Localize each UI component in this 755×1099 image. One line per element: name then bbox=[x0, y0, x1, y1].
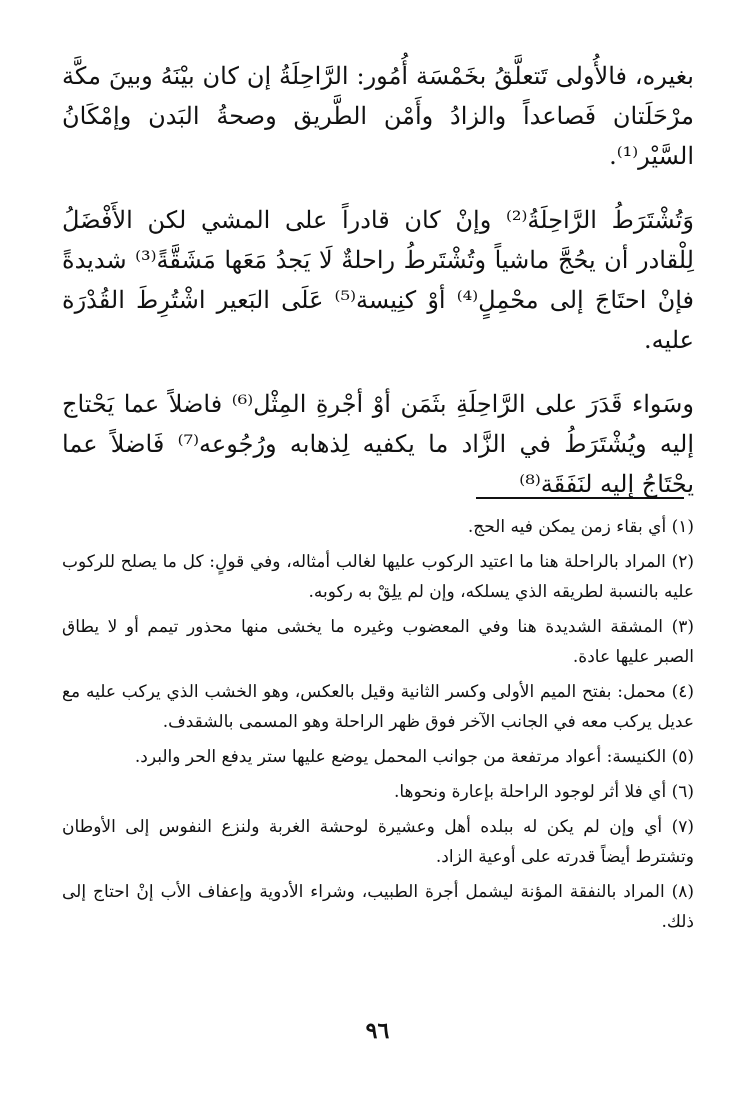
footnote-3: (٣) المشقة الشديدة هنا وفي المعضوب وغيره ما يخشى منها محذور تيمم أو لا يطاق الصبر عليها عادة. bbox=[62, 617, 694, 667]
footnotes-section bbox=[62, 510, 694, 940]
main-paragraph-1: بغيره، فالأُولى تَتعلَّقُ بخَمْسَة أُمُور: الرَّاحِلَةُ إن كان بيْنَهُ وبينَ مكَّة مرْحَلَتان فَصاعداً والزادُ وأَمْن الطَّريق وصحةُ البَدن وإمْكَانُ السَّيْر⁽¹⁾. bbox=[62, 62, 694, 170]
page-number: ٩٦ bbox=[365, 1018, 390, 1044]
footnote-5: (٥) الكنيسة: أعواد مرتفعة من جوانب المحمل يوضع عليها ستر يدفع الحر والبرد. bbox=[134, 747, 694, 767]
main-text-body bbox=[62, 56, 694, 504]
footnote-4: (٤) محمل: بفتح الميم الأولى وكسر الثانية وقيل بالعكس، وهو الخشب الذي يركب عليه مع عديل يركب معه في الجانب الآخر فوق ظهر الراحلة وهو المسمى بالشقدف. bbox=[62, 682, 694, 732]
footnote-divider bbox=[476, 497, 684, 499]
footnote-2: (٢) المراد بالراحلة هنا ما اعتيد الركوب عليها لغالب أمثاله، وفي قولٍ: كل ما يصلح للركوب عليه بالنسبة لطريقه الذي يسلكه، وإن لم يلِقْ به ركوبه. bbox=[62, 552, 694, 602]
footnote-1: (١) أي بقاء زمن يمكن فيه الحج. bbox=[467, 517, 694, 537]
footnote-7: (٧) أي وإن لم يكن له ببلده أهل وعشيرة لوحشة الغربة ولنزع النفوس إلى الأوطان وتشترط أيضاً قدرته على أوعية الزاد. bbox=[62, 817, 694, 867]
footnote-6: (٦) أي فلا أثر لوجود الراحلة بإعارة ونحوها. bbox=[393, 782, 694, 802]
main-paragraph-3: وسَواء قَدَرَ على الرَّاحِلَةِ بثَمَن أوْ أجْرةِ المِثْل⁽⁶⁾ فاضلاً عما يَحْتاج إليه ويُشْتَرَطُ في الزَّاد ما يكفيه لِذهابه ورُجُوعه⁽⁷⁾ فَاضلاً عما يحْتَاجُ إليه لنَفَقَة⁽⁸⁾ bbox=[62, 390, 695, 498]
main-paragraph-2: وَتُشْتَرَطُ الرَّاحِلَةُ⁽²⁾ وإنْ كان قادراً على المشي لكن الأَفْضَلُ لِلْقادر أن يحُجَّ ماشياً وتُشْتَرطُ راحلةٌ لَا يَجدُ مَعَها مَشَقَّةً⁽³⁾ شديدةً فإنْ احتَاجَ إلى محْمِلٍ⁽⁴⁾ أوْ كنِيسة⁽⁵⁾ عَلَى البَعير اشْتُرِطَ القُدْرَة عليه. bbox=[62, 206, 694, 354]
footnote-8: (٨) المراد بالنفقة المؤنة ليشمل أجرة الطبيب، وشراء الأدوية وإعفاف الأب إنْ احتاج إلى ذلك. bbox=[62, 882, 694, 932]
